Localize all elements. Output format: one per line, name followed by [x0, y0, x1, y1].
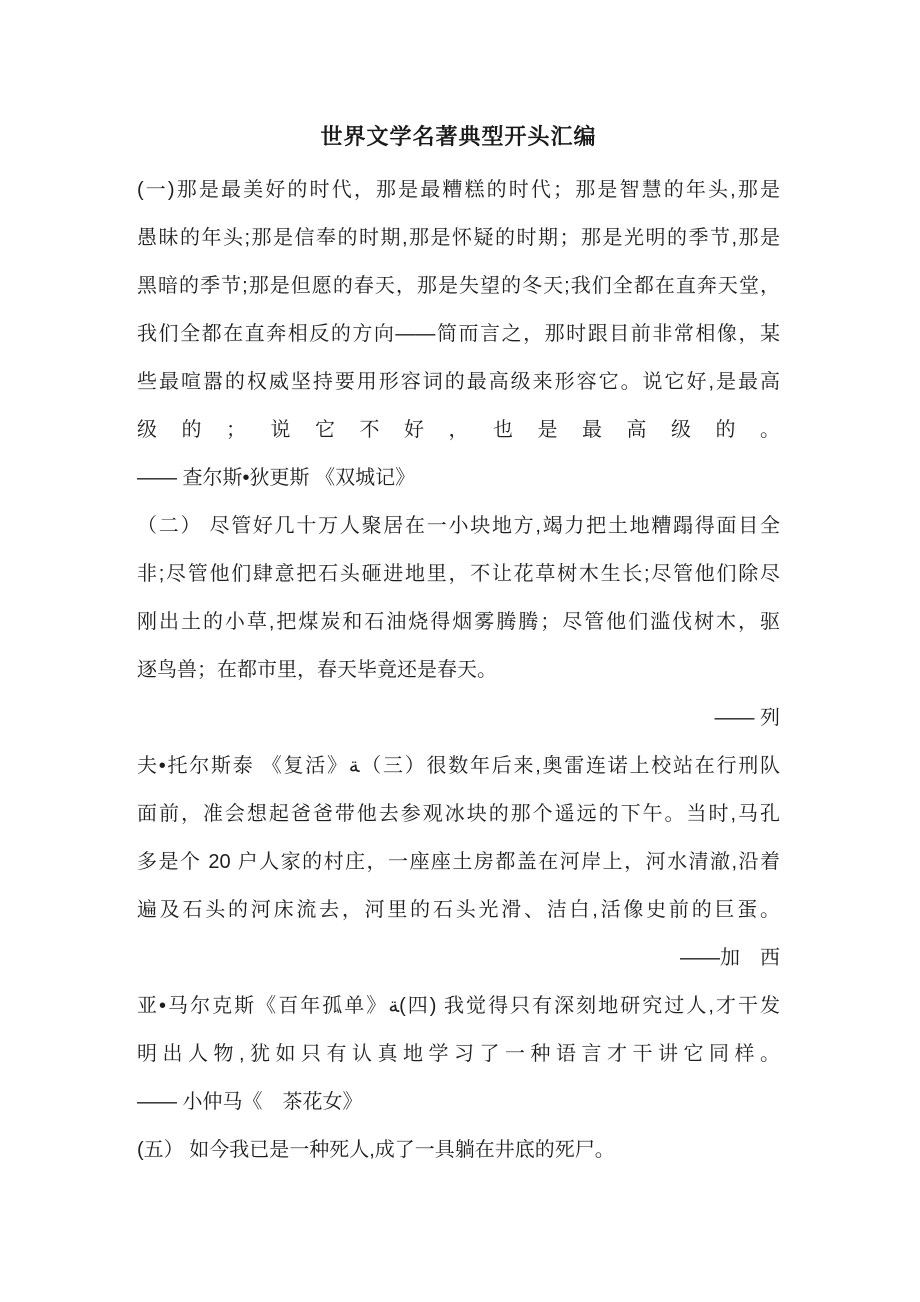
text-line: 愚昧的年头;那是信奉的时期,那是怀疑的时期；那是光明的季节,那是: [137, 227, 780, 249]
text-line: （二） 尽管好几十万人聚居在一小块地方,竭力把土地糟蹋得面目全: [137, 515, 780, 537]
text-line: —— 列: [714, 707, 780, 729]
document-content: [137, 113, 780, 1174]
text-line: ——加 西: [680, 947, 780, 969]
text-line: 夫•托尔斯泰 《复活》ﺔ（三）很数年后来,奥雷连诺上校站在行刑队: [137, 755, 780, 777]
text-line: 非;尽管他们肆意把石头砸进地里，不让花草树木生长;尽管他们除尽: [137, 563, 780, 585]
text-line: 刚出土的小草,把煤炭和石油烧得烟雾腾腾；尽管他们滥伐树木，驱: [137, 611, 780, 633]
text-line: (五） 如今我已是一种死人,成了一具躺在井底的死尸。: [137, 1139, 615, 1161]
document-body: [137, 166, 780, 1174]
text-line: —— 查尔斯•狄更斯 《双城记》: [137, 467, 416, 489]
text-line: (一)那是最美好的时代，那是最糟糕的时代；那是智慧的年头,那是: [137, 179, 780, 201]
text-line: 多是个 20 户人家的村庄，一座座土房都盖在河岸上，河水清澈,沿着: [137, 851, 780, 873]
text-line: 逐鸟兽；在都市里，春天毕竟还是春天。: [137, 659, 497, 681]
text-line: 遍及石头的河床流去，河里的石头光滑、洁白,活像史前的巨蛋。: [137, 899, 780, 921]
text-line: 明出人物,犹如只有认真地学习了一种语言才干讲它同样。: [137, 1043, 780, 1065]
text-line: 黑暗的季节;那是但愿的春天，那是失望的冬天;我们全都在直奔天堂，: [137, 275, 780, 297]
text-line: 级的；说它不好，也是最高级的。: [137, 419, 780, 441]
text-line: 面前，准会想起爸爸带他去参观冰块的那个遥远的下午。当时,马孔: [137, 803, 780, 825]
text-line: 我们全都在直奔相反的方向——简而言之，那时跟目前非常相像，某: [137, 323, 780, 345]
text-line: —— 小仲马《 茶花女》: [137, 1091, 363, 1113]
text-line: 些最喧嚣的权威坚持要用形容词的最高级来形容它。说它好,是最高: [137, 371, 780, 393]
text-line: 亚•马尔克斯《百年孤单》ﺔ(四) 我觉得只有深刻地研究过人,才干发: [137, 995, 780, 1017]
document-title: 世界文学名著典型开头汇编: [320, 124, 597, 149]
